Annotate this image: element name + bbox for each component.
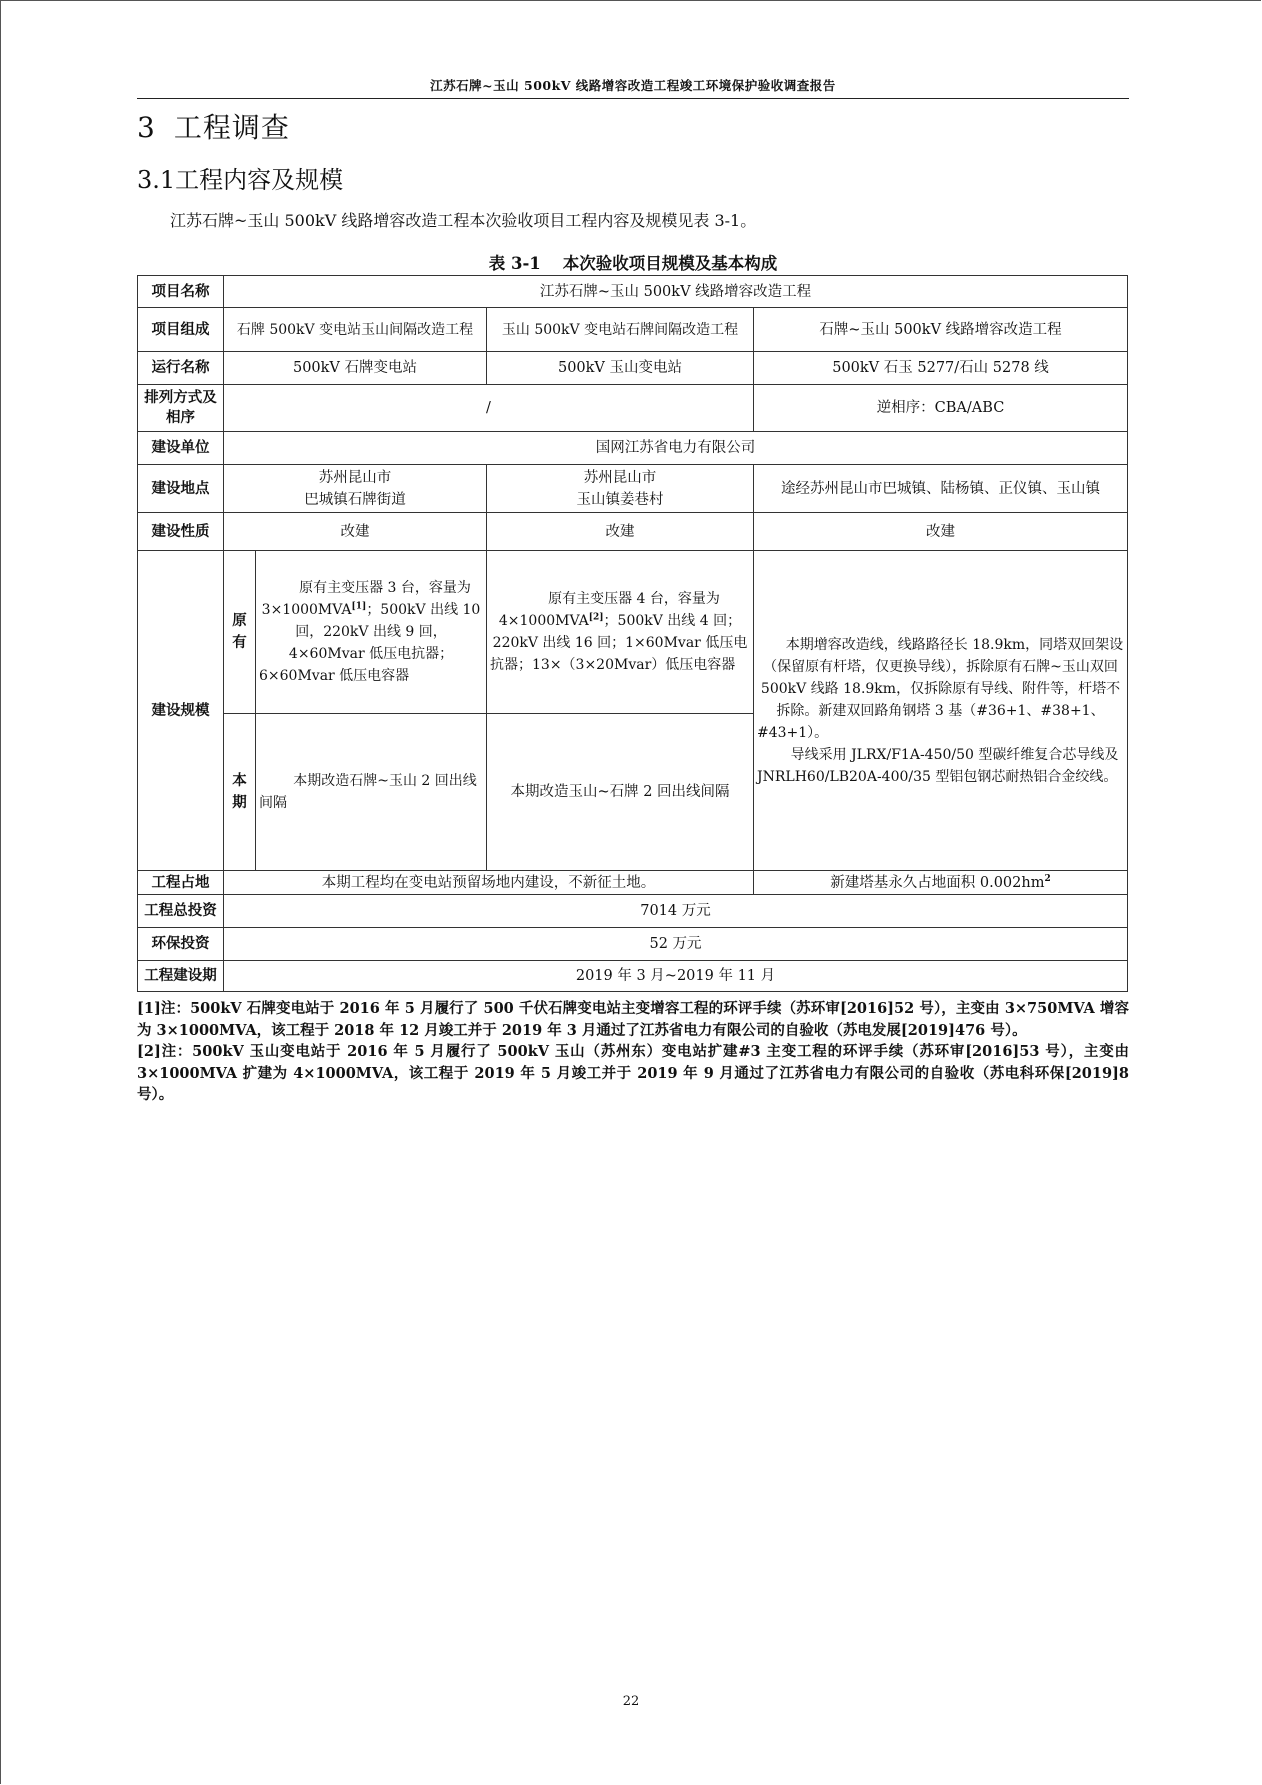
- table-cell: [487, 551, 754, 714]
- table-cell: 500kV 石玉 5277/石山 5278 线: [754, 352, 1128, 385]
- table-cell: 本期改造玉山~石牌 2 回出线间隔: [487, 714, 754, 871]
- table-cell: 2019 年 3 月~2019 年 11 月: [224, 961, 1128, 992]
- table-row: [138, 308, 1128, 352]
- table-footnotes: [137, 998, 1129, 1106]
- row-label: 环保投资: [138, 928, 224, 961]
- row-label: 工程总投资: [138, 895, 224, 928]
- cell-text: ；500kV 出线 10 回，220kV 出线 9 回，4×60Mvar 低压电抗器；6×60Mvar 低压电容器: [259, 602, 481, 684]
- table-cell: 逆相序：CBA/ABC: [754, 385, 1128, 432]
- table-cell: 500kV 玉山变电站: [487, 352, 754, 385]
- table-cell: 途经苏州昆山市巴城镇、陆杨镇、正仪镇、玉山镇: [754, 465, 1128, 513]
- cell-paragraph: 本期改造石牌~玉山 2 回出线间隔: [259, 773, 477, 811]
- table-row: [138, 928, 1128, 961]
- cell-paragraph: [490, 588, 750, 676]
- sub-label-char: 原有: [232, 612, 247, 651]
- running-header: 江苏石牌~玉山 500kV 线路增容改造工程竣工环境保护验收调查报告: [430, 78, 836, 93]
- table-cell: 7014 万元: [224, 895, 1128, 928]
- footnote-1: [1]注：500kV 石牌变电站于 2016 年 5 月履行了 500 千伏石牌变电站主变增容工程的环评手续（苏环审[2016]52 号），主变由 3×750MVA 增容为 3×1000MVA，该工程于 2018 年 12 月竣工并于 2019 年 3 月通过了江苏省电力有限公司的自验收（苏电发展[2019]476 号）。: [137, 1000, 1129, 1039]
- project-scale-table: [137, 275, 1128, 992]
- table-cell: /: [224, 385, 754, 432]
- table-cell: [754, 551, 1128, 871]
- table-cell: 石牌 500kV 变电站玉山间隔改造工程: [224, 308, 487, 352]
- table-cell: 改建: [754, 513, 1128, 551]
- table-caption: [137, 250, 1129, 274]
- cell-text: 原有主变压器 4 台，容量为4×1000MVA: [498, 591, 720, 629]
- table-row: [138, 895, 1128, 928]
- footnote-ref: [1]: [351, 601, 367, 612]
- subsection-heading: 3.1工程内容及规模: [137, 166, 344, 194]
- cell-line: 玉山镇姜巷村: [576, 491, 664, 508]
- section-title: 工程调查: [173, 111, 290, 144]
- table-row: [138, 551, 1128, 714]
- cell-line: 苏州昆山市: [583, 469, 657, 486]
- table-cell: 改建: [224, 513, 487, 551]
- table-cell: [224, 465, 487, 513]
- page-number: 22: [622, 1694, 640, 1709]
- table-row: [138, 961, 1128, 992]
- cell-paragraph: 导线采用 JLRX/F1A-450/50 型碳纤维复合芯导线及 JNRLH60/LB20A-400/35 型铝包钢芯耐热铝合金绞线。: [757, 746, 1119, 785]
- row-label: 项目组成: [138, 308, 224, 352]
- section-number: 3: [137, 111, 156, 144]
- table-cell: 石牌~玉山 500kV 线路增容改造工程: [754, 308, 1128, 352]
- table-cell: 改建: [487, 513, 754, 551]
- cell-paragraph: 本期增容改造线，线路路径长 18.9km，同塔双回架设（保留原有杆塔，仅更换导线），拆除原有石牌~玉山双回 500kV 线路 18.9km，仅拆除原有导线、附件等，杆塔不拆除。新建双回路角钢塔 3 基（#36+1、#38+1、#43+1）。: [757, 636, 1124, 741]
- footnote-ref: [2]: [588, 612, 604, 623]
- table-cell: [256, 551, 487, 714]
- table-cell: 52 万元: [224, 928, 1128, 961]
- row-label: 排列方式及相序: [138, 385, 224, 432]
- table-row: [138, 352, 1128, 385]
- table-row: [138, 513, 1128, 551]
- table-row: [138, 871, 1128, 895]
- table-cell: 500kV 石牌变电站: [224, 352, 487, 385]
- intro-paragraph: 江苏石牌~玉山 500kV 线路增容改造工程本次验收项目工程内容及规模见表 3-1。: [170, 211, 757, 230]
- cell-line: 巴城镇石牌街道: [304, 491, 406, 508]
- footnote-2: [2]注：500kV 玉山变电站于 2016 年 5 月履行了 500kV 玉山（苏州东）变电站扩建#3 主变工程的环评手续（苏环审[2016]53 号），主变由 3×1000MVA 扩建为 4×1000MVA，该工程于 2019 年 5 月竣工并于 2019 年 9 月通过了江苏省电力有限公司的自验收（苏电科环保[2019]8 号）。: [137, 1043, 1129, 1103]
- table-caption-number: 表 3-1: [488, 254, 541, 273]
- table-cell: 国网江苏省电力有限公司: [224, 432, 1128, 465]
- superscript: 2: [1044, 873, 1051, 884]
- table-row: [138, 276, 1128, 308]
- row-label: 建设单位: [138, 432, 224, 465]
- table-row: [138, 432, 1128, 465]
- cell-paragraph: [259, 577, 483, 687]
- sub-label-char: 本期: [232, 772, 247, 811]
- row-label: 项目名称: [138, 276, 224, 308]
- table-caption-title: 本次验收项目规模及基本构成: [562, 254, 778, 273]
- table-cell: [256, 714, 487, 871]
- sub-label-current: [224, 714, 256, 871]
- row-label: 工程建设期: [138, 961, 224, 992]
- row-label: 建设性质: [138, 513, 224, 551]
- section-heading: [137, 106, 290, 146]
- cell-line: 苏州昆山市: [318, 469, 392, 486]
- sub-label-existing: [224, 551, 256, 714]
- row-label: 建设规模: [138, 551, 224, 871]
- cell-text: 原有主变压器 3 台，容量为3×1000MVA: [261, 580, 471, 618]
- cell-text: ；500kV 出线 4 回；220kV 出线 16 回；1×60Mvar 低压电抗器；13×（3×20Mvar）低压电容器: [490, 613, 748, 673]
- table-cell: [487, 465, 754, 513]
- row-label: 工程占地: [138, 871, 224, 895]
- cell-text: 新建塔基永久占地面积 0.002hm: [830, 874, 1045, 891]
- table-cell: 玉山 500kV 变电站石牌间隔改造工程: [487, 308, 754, 352]
- row-label: 运行名称: [138, 352, 224, 385]
- row-label: 建设地点: [138, 465, 224, 513]
- table-row: [138, 385, 1128, 432]
- table-row: [138, 465, 1128, 513]
- table-cell: [754, 871, 1128, 895]
- table-cell: 本期工程均在变电站预留场地内建设，不新征土地。: [224, 871, 754, 895]
- table-cell: 江苏石牌~玉山 500kV 线路增容改造工程: [224, 276, 1128, 308]
- header-rule: [137, 98, 1129, 99]
